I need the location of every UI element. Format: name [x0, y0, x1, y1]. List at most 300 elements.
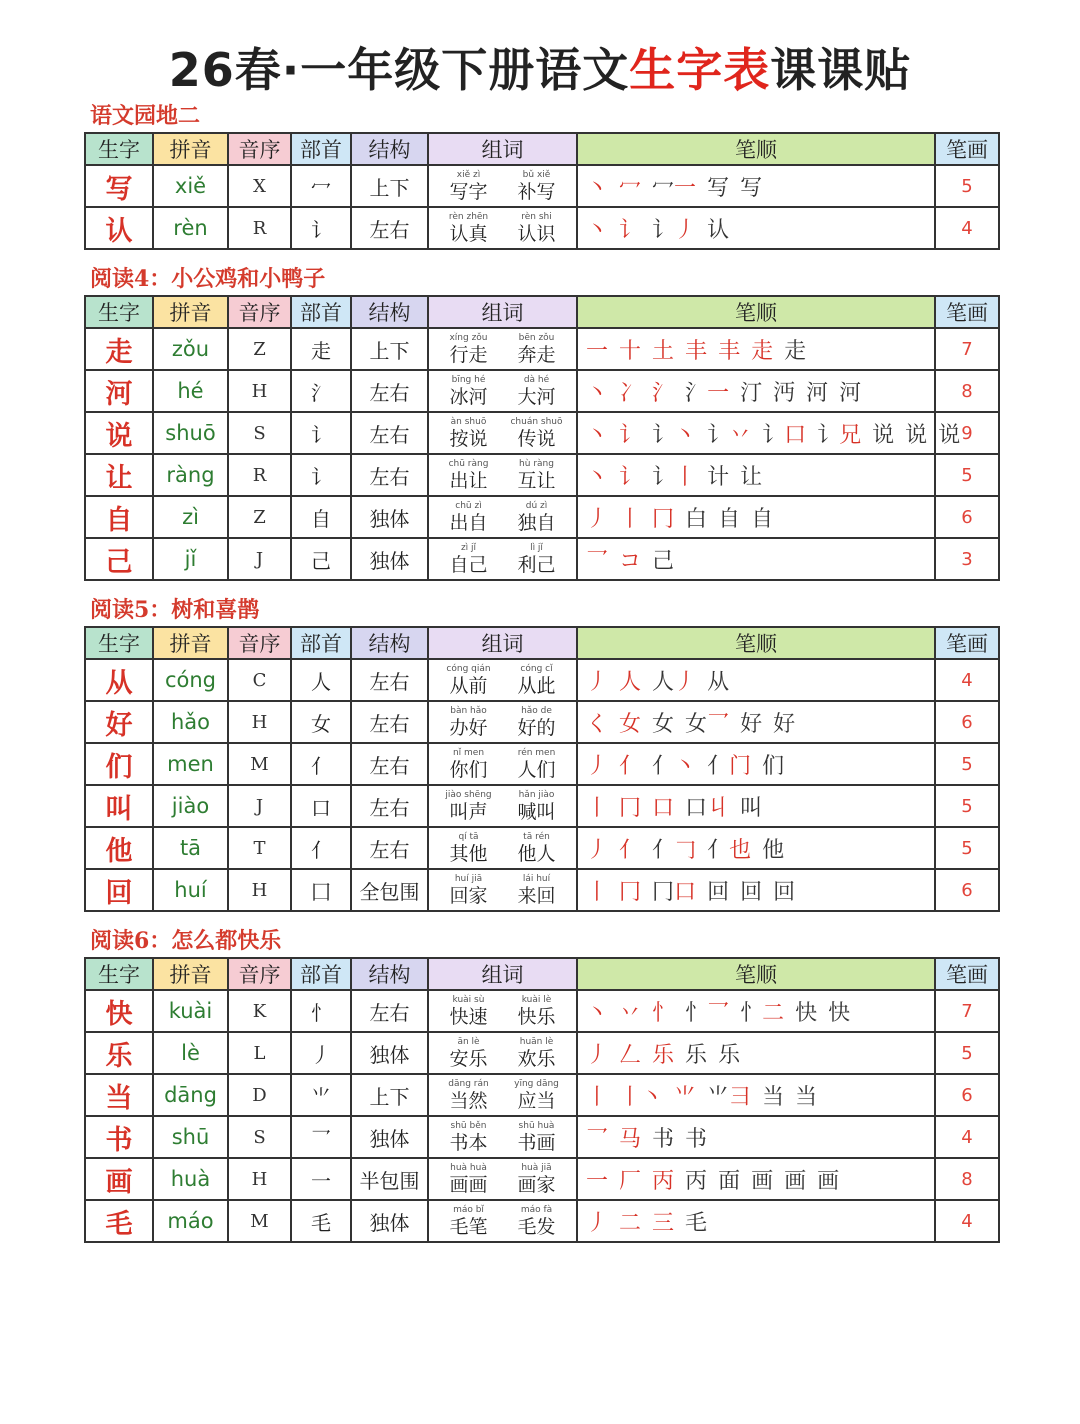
- stroke-order-cell: [577, 1032, 935, 1074]
- stroke-step: [828, 996, 850, 1027]
- stroke-step: [817, 418, 861, 449]
- pinyin-cell: shuō: [153, 412, 228, 454]
- table-row: [85, 659, 999, 701]
- word-text: 叫声: [449, 800, 488, 823]
- word-pinyin: huà huà: [450, 1162, 487, 1173]
- word-item: [503, 459, 571, 492]
- word-text: 写字: [449, 180, 488, 203]
- word-pinyin: huí jiā: [454, 873, 483, 884]
- stroke-step: [586, 171, 608, 202]
- stroke-step: [740, 707, 762, 738]
- stroke-base: 讠: [652, 422, 675, 448]
- stroke-base: 好: [740, 711, 763, 737]
- header-cell: 部首: [291, 958, 351, 990]
- header-cell: 结构: [351, 958, 428, 990]
- table-row: [85, 785, 999, 827]
- radical-cell: 己: [291, 538, 351, 580]
- structure-cell: 左右: [351, 454, 428, 496]
- words-cell: [428, 869, 577, 911]
- word-text: 大河: [517, 385, 556, 408]
- stroke-new: 马: [619, 1126, 642, 1152]
- stroke-count-cell: 5: [935, 454, 999, 496]
- stroke-step: [762, 749, 784, 780]
- table-row: [85, 454, 999, 496]
- stroke-new: 冂: [619, 795, 642, 821]
- stroke-step: [619, 171, 641, 202]
- stroke-new: 𠃋: [619, 1042, 642, 1068]
- char-table: [84, 132, 1000, 250]
- pinyin-cell: zì: [153, 496, 228, 538]
- stroke-step: [619, 1122, 641, 1153]
- stroke-base: 乐: [718, 1042, 741, 1068]
- stroke-step: [586, 1122, 608, 1153]
- table-row: [85, 869, 999, 911]
- header-cell: 笔顺: [577, 627, 935, 659]
- char-cell: 从: [85, 659, 153, 701]
- structure-cell: 全包围: [351, 869, 428, 911]
- word-pinyin: huān lè: [519, 1036, 554, 1047]
- header-cell: 笔画: [935, 627, 999, 659]
- word-item: [435, 706, 503, 739]
- stroke-step: [740, 996, 784, 1027]
- word-pinyin: jiào shēng: [445, 789, 492, 800]
- stroke-step: [707, 418, 751, 449]
- structure-cell: 左右: [351, 785, 428, 827]
- stroke-new: 三: [652, 1210, 675, 1236]
- stroke-base: 回: [773, 879, 796, 905]
- pinyin-cell: jǐ: [153, 538, 228, 580]
- stroke-step: [652, 833, 696, 864]
- stroke-new: 丿: [674, 669, 697, 695]
- header-cell: 部首: [291, 627, 351, 659]
- word-item: [503, 1163, 571, 1196]
- char-cell: 说: [85, 412, 153, 454]
- stroke-step: [586, 665, 608, 696]
- stroke-new: 乛: [586, 1126, 609, 1152]
- stroke-step: [707, 1080, 751, 1111]
- stroke-base: 讠: [652, 464, 675, 490]
- stroke-step: [905, 418, 927, 449]
- stroke-step: [718, 1164, 740, 1195]
- radical-cell: 毛: [291, 1200, 351, 1242]
- stroke-count-cell: 6: [935, 496, 999, 538]
- stroke-new: 丿: [586, 753, 609, 779]
- stroke-base: 他: [762, 837, 785, 863]
- stroke-count-cell: 5: [935, 1032, 999, 1074]
- stroke-step: [740, 875, 762, 906]
- stroke-step: [685, 996, 729, 1027]
- stroke-step: [652, 875, 696, 906]
- stroke-new: 亻: [619, 753, 642, 779]
- word-pinyin: máo fà: [520, 1204, 553, 1215]
- pinyin-cell: ràng: [153, 454, 228, 496]
- word-item: [503, 375, 571, 408]
- stroke-new: 丶: [586, 217, 609, 243]
- structure-cell: 左右: [351, 990, 428, 1032]
- word-pinyin: rén men: [517, 747, 556, 758]
- stroke-base: 写: [707, 175, 730, 201]
- header-cell: 结构: [351, 133, 428, 165]
- stroke-base: 当: [795, 1084, 818, 1110]
- header-cell: 笔顺: [577, 958, 935, 990]
- word-item: [435, 664, 503, 697]
- word-pinyin: cóng cǐ: [520, 663, 553, 674]
- word-item: [503, 748, 571, 781]
- pinyin-cell: cóng: [153, 659, 228, 701]
- header-cell: 笔画: [935, 296, 999, 328]
- stroke-new: 冂: [619, 879, 642, 905]
- words-cell: [428, 1158, 577, 1200]
- word-text: 出自: [449, 511, 488, 534]
- order-cell: M: [228, 743, 291, 785]
- stroke-new: 丷: [619, 1000, 642, 1026]
- word-item: [503, 790, 571, 823]
- stroke-step: [685, 1038, 707, 1069]
- stroke-step: [619, 996, 641, 1027]
- header-cell: 生字: [85, 296, 153, 328]
- stroke-new: 一: [674, 175, 697, 201]
- stroke-base: 女: [652, 711, 675, 737]
- stroke-count-cell: 7: [935, 990, 999, 1032]
- order-cell: S: [228, 1116, 291, 1158]
- stroke-step: [685, 791, 729, 822]
- stroke-base: 书: [685, 1126, 708, 1152]
- stroke-step: [652, 1038, 674, 1069]
- word-text: 自己: [449, 553, 488, 576]
- word-item: [503, 417, 571, 450]
- header-cell: 音序: [228, 296, 291, 328]
- stroke-new: 乛: [707, 711, 730, 737]
- word-pinyin: bàn hǎo: [450, 705, 487, 716]
- radical-cell: 亻: [291, 827, 351, 869]
- char-cell: 己: [85, 538, 153, 580]
- word-pinyin: dāng rán: [448, 1078, 489, 1089]
- stroke-base: 冂: [652, 879, 675, 905]
- order-cell: X: [228, 165, 291, 207]
- header-cell: 组词: [428, 296, 577, 328]
- stroke-base: 亻: [652, 837, 675, 863]
- pinyin-cell: zǒu: [153, 328, 228, 370]
- word-text: 他人: [517, 842, 556, 865]
- word-item: [503, 1037, 571, 1070]
- section-title: 阅读4：小公鸡和小鸭子: [90, 266, 326, 292]
- stroke-order-cell: [577, 207, 935, 249]
- stroke-new: 一: [707, 380, 730, 406]
- stroke-base: 认: [707, 217, 730, 243]
- stroke-base: 亻: [707, 837, 730, 863]
- word-pinyin: dú zì: [525, 500, 548, 511]
- header-cell: 音序: [228, 627, 291, 659]
- stroke-step: [685, 1206, 707, 1237]
- word-item: [503, 212, 571, 245]
- word-item: [435, 1079, 503, 1112]
- radical-cell: 一: [291, 1158, 351, 1200]
- table-row: [85, 1032, 999, 1074]
- word-text: 从前: [449, 674, 488, 697]
- stroke-step: [586, 1038, 608, 1069]
- stroke-new: 门: [729, 753, 752, 779]
- stroke-step: [685, 1164, 707, 1195]
- header-cell: 部首: [291, 133, 351, 165]
- stroke-order-cell: [577, 659, 935, 701]
- word-pinyin: shū huà: [518, 1120, 555, 1131]
- stroke-step: [619, 791, 641, 822]
- order-cell: M: [228, 1200, 291, 1242]
- stroke-step: [619, 418, 641, 449]
- stroke-base: 画: [784, 1168, 807, 1194]
- stroke-new: 丷: [729, 422, 752, 448]
- stroke-base: 计: [707, 464, 730, 490]
- stroke-base: ⺌: [707, 1084, 730, 1110]
- stroke-new: 亻: [619, 837, 642, 863]
- stroke-new: 丿: [586, 506, 609, 532]
- word-pinyin: qí tā: [458, 831, 479, 842]
- stroke-base: 当: [762, 1084, 785, 1110]
- stroke-new: 丶: [674, 753, 697, 779]
- word-item: [435, 874, 503, 907]
- stroke-step: [652, 1206, 674, 1237]
- stroke-step: [619, 213, 641, 244]
- stroke-new: 也: [729, 837, 752, 863]
- radical-cell: ⺌: [291, 1074, 351, 1116]
- words-cell: [428, 412, 577, 454]
- order-cell: L: [228, 1032, 291, 1074]
- word-pinyin: tā rén: [523, 831, 550, 842]
- word-text: 安乐: [449, 1047, 488, 1070]
- words-cell: [428, 454, 577, 496]
- word-item: [435, 212, 503, 245]
- word-pinyin: nǐ men: [452, 747, 485, 758]
- table-row: [85, 538, 999, 580]
- word-pinyin: àn shuō: [450, 416, 487, 427]
- stroke-step: [707, 665, 729, 696]
- char-table: [84, 295, 1000, 581]
- stroke-base: 回: [707, 879, 730, 905]
- header-cell: 组词: [428, 958, 577, 990]
- table-row: [85, 207, 999, 249]
- word-item: [435, 995, 503, 1028]
- stroke-step: [619, 665, 641, 696]
- stroke-base: 忄: [740, 1000, 763, 1026]
- stroke-step: [773, 707, 795, 738]
- stroke-new: 丨: [586, 795, 609, 821]
- stroke-step: [762, 833, 784, 864]
- stroke-step: [751, 502, 773, 533]
- word-text: 快乐: [517, 1005, 556, 1028]
- stroke-step: [652, 1122, 674, 1153]
- stroke-new: 丶: [586, 422, 609, 448]
- word-pinyin: xíng zǒu: [449, 332, 488, 343]
- section-yuedu-5: [84, 594, 998, 912]
- stroke-base: 忄: [685, 1000, 708, 1026]
- pinyin-cell: hǎo: [153, 701, 228, 743]
- stroke-step: [707, 171, 729, 202]
- stroke-new: 𠃌: [674, 837, 697, 863]
- stroke-new: 二: [619, 1210, 642, 1236]
- stroke-step: [762, 418, 806, 449]
- stroke-step: [839, 376, 861, 407]
- char-cell: 写: [85, 165, 153, 207]
- radical-cell: 走: [291, 328, 351, 370]
- stroke-step: [619, 1206, 641, 1237]
- word-text: 认识: [517, 222, 556, 245]
- header-cell: 部首: [291, 296, 351, 328]
- order-cell: Z: [228, 328, 291, 370]
- word-text: 欢乐: [517, 1047, 556, 1070]
- stroke-new: 丨: [619, 506, 642, 532]
- stroke-new: 丨: [586, 1084, 609, 1110]
- radical-cell: 氵: [291, 370, 351, 412]
- stroke-base: 书: [652, 1126, 675, 1152]
- table-row: [85, 165, 999, 207]
- header-cell: 组词: [428, 133, 577, 165]
- header-cell: 组词: [428, 627, 577, 659]
- words-cell: [428, 701, 577, 743]
- stroke-step: [586, 334, 608, 365]
- header-cell: 音序: [228, 958, 291, 990]
- stroke-base: 亻: [652, 753, 675, 779]
- char-cell: 快: [85, 990, 153, 1032]
- stroke-new: 二: [762, 1000, 785, 1026]
- word-text: 互让: [517, 469, 556, 492]
- stroke-step: [751, 1164, 773, 1195]
- stroke-count-cell: 9: [935, 412, 999, 454]
- order-cell: H: [228, 1158, 291, 1200]
- word-item: [435, 832, 503, 865]
- words-cell: [428, 1200, 577, 1242]
- word-pinyin: dà hé: [523, 374, 550, 385]
- stroke-order-cell: [577, 827, 935, 869]
- word-item: [435, 1037, 503, 1070]
- char-cell: 走: [85, 328, 153, 370]
- word-pinyin: máo bǐ: [453, 1204, 484, 1215]
- stroke-base: 河: [806, 380, 829, 406]
- stroke-step: [619, 833, 641, 864]
- stroke-step: [707, 833, 751, 864]
- stroke-new: 人: [619, 669, 642, 695]
- pinyin-cell: rèn: [153, 207, 228, 249]
- stroke-new: く: [586, 711, 609, 737]
- header-cell: 生字: [85, 958, 153, 990]
- stroke-step: [652, 749, 696, 780]
- stroke-step: [652, 171, 696, 202]
- stroke-step: [707, 213, 729, 244]
- structure-cell: 左右: [351, 207, 428, 249]
- stroke-order-cell: [577, 538, 935, 580]
- stroke-order-cell: [577, 370, 935, 412]
- words-cell: [428, 496, 577, 538]
- stroke-step: [751, 334, 773, 365]
- stroke-step: [586, 1206, 608, 1237]
- table-row: [85, 990, 999, 1032]
- stroke-base: 亻: [707, 753, 730, 779]
- word-pinyin: chū ràng: [448, 458, 489, 469]
- word-item: [435, 1205, 503, 1238]
- stroke-new: 丿: [586, 837, 609, 863]
- word-text: 回家: [449, 884, 488, 907]
- stroke-step: [707, 875, 729, 906]
- word-text: 行走: [449, 343, 488, 366]
- order-cell: H: [228, 869, 291, 911]
- radical-cell: 女: [291, 701, 351, 743]
- stroke-step: [762, 1080, 784, 1111]
- stroke-step: [652, 502, 674, 533]
- stroke-step: [586, 996, 608, 1027]
- structure-cell: 独体: [351, 538, 428, 580]
- words-cell: [428, 165, 577, 207]
- table-row: [85, 701, 999, 743]
- stroke-step: [619, 749, 641, 780]
- title-highlight: 生字表: [629, 43, 771, 97]
- stroke-base: 们: [762, 753, 785, 779]
- word-pinyin: lì jǐ: [530, 542, 543, 553]
- stroke-step: [652, 791, 674, 822]
- section-yuedu-4: [84, 263, 998, 581]
- stroke-base: 写: [740, 175, 763, 201]
- char-cell: 他: [85, 827, 153, 869]
- char-cell: 们: [85, 743, 153, 785]
- word-item: [435, 501, 503, 534]
- word-pinyin: huà jiā: [521, 1162, 552, 1173]
- stroke-step: [652, 996, 674, 1027]
- word-pinyin: hǎo de: [521, 705, 552, 716]
- word-item: [503, 832, 571, 865]
- header-cell: 拼音: [153, 627, 228, 659]
- header-row: [85, 296, 999, 328]
- order-cell: T: [228, 827, 291, 869]
- words-cell: [428, 743, 577, 785]
- word-text: 从此: [517, 674, 556, 697]
- section-title: 语文园地二: [90, 103, 201, 129]
- stroke-count-cell: 5: [935, 827, 999, 869]
- stroke-step: [685, 1122, 707, 1153]
- char-cell: 乐: [85, 1032, 153, 1074]
- radical-cell: 丿: [291, 1032, 351, 1074]
- stroke-step: [685, 707, 729, 738]
- char-cell: 毛: [85, 1200, 153, 1242]
- word-text: 应当: [517, 1089, 556, 1112]
- word-text: 你们: [449, 758, 488, 781]
- stroke-base: 画: [817, 1168, 840, 1194]
- header-cell: 音序: [228, 133, 291, 165]
- radical-cell: 囗: [291, 869, 351, 911]
- stroke-base: 讠: [762, 422, 785, 448]
- word-pinyin: rèn zhēn: [448, 211, 489, 222]
- word-text: 毛笔: [449, 1215, 488, 1238]
- word-pinyin: xiě zì: [456, 169, 481, 180]
- stroke-step: [740, 376, 762, 407]
- section-title: 阅读6：怎么都快乐: [90, 928, 282, 954]
- header-cell: 拼音: [153, 133, 228, 165]
- stroke-step: [652, 418, 696, 449]
- stroke-step: [619, 376, 641, 407]
- stroke-step: [619, 334, 641, 365]
- stroke-count-cell: 4: [935, 1116, 999, 1158]
- order-cell: J: [228, 785, 291, 827]
- radical-cell: 讠: [291, 454, 351, 496]
- word-item: [503, 501, 571, 534]
- stroke-new: 丰: [685, 338, 708, 364]
- stroke-step: [685, 334, 707, 365]
- stroke-base: 丙: [685, 1168, 708, 1194]
- word-item: [435, 543, 503, 576]
- words-cell: [428, 370, 577, 412]
- stroke-step: [586, 376, 608, 407]
- stroke-count-cell: 5: [935, 165, 999, 207]
- stroke-base: 好: [773, 711, 796, 737]
- stroke-base: 画: [751, 1168, 774, 1194]
- stroke-new: 丰: [718, 338, 741, 364]
